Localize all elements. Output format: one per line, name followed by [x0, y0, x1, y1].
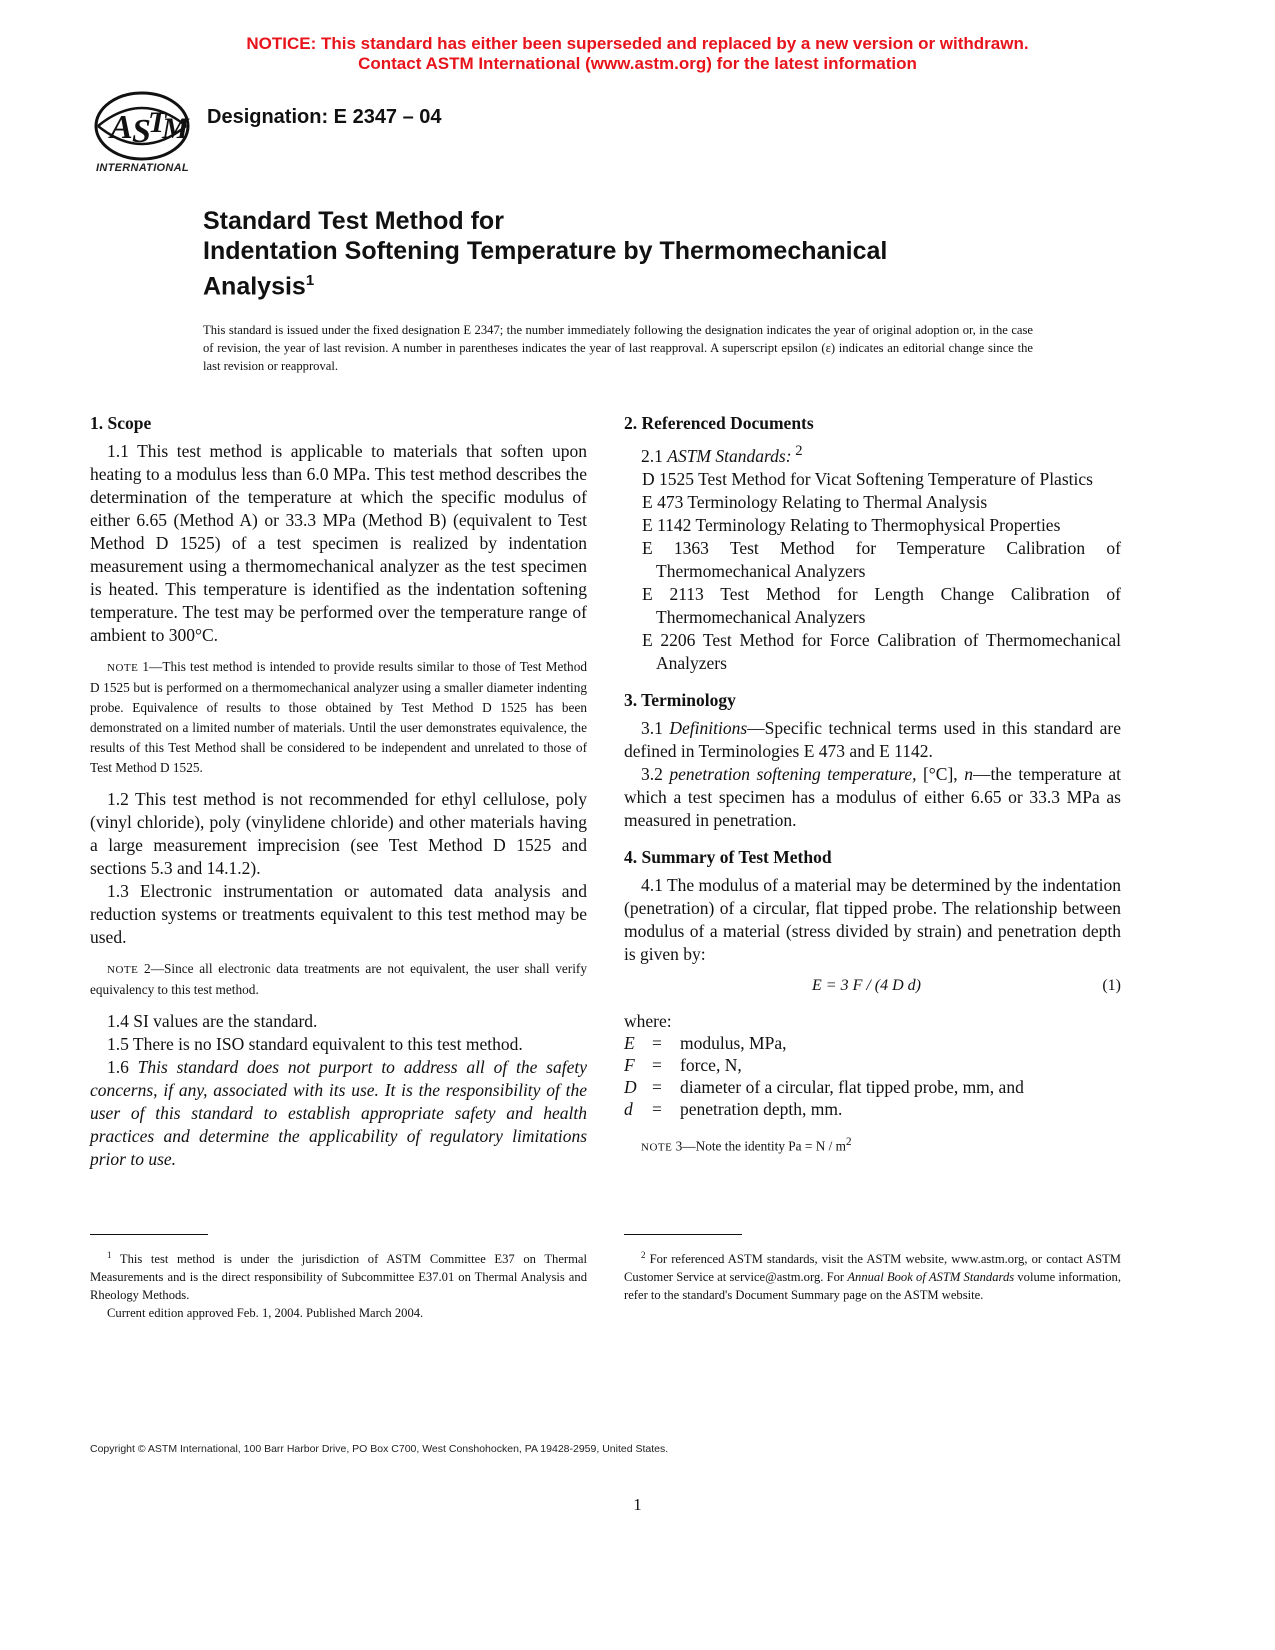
footnote-rule-right — [624, 1234, 742, 1235]
ref-item[interactable]: E 2113 Test Method for Length Change Calibration of Thermomechanical Analyzers — [642, 583, 1121, 627]
notice-line-2: Contact ASTM International (www.astm.org) for the latest information — [358, 54, 917, 73]
equation-1 — [624, 976, 1121, 996]
para-3-2-text: —the temperature at which a test specimen has a modulus of either 6.65 or 33.3 MPa as measured in penetration. — [624, 763, 1122, 830]
definition-text: penetration depth, mm. — [680, 1098, 843, 1119]
refs-sub-num: 2.1 — [641, 445, 668, 466]
para-3-1-term: Definitions — [669, 717, 748, 738]
para-3-2-term: penetration softening temperature, — [669, 763, 917, 784]
footnote-1-text — [90, 1246, 587, 1304]
ref-item[interactable]: E 2206 Test Method for Force Calibration of Thermomechanical Analyzers — [642, 629, 1121, 673]
note-2-text: 2—Since all electronic data treatments are not equivalent, the user shall verify equivalency to this test method. — [90, 961, 587, 997]
refs-sub-footnote-ref[interactable]: 2 — [791, 443, 803, 459]
footnote-1 — [90, 1246, 587, 1322]
para-3-2 — [624, 763, 1121, 832]
footnote-2-body-b: volume information, refer to the standard's Document Summary page on the ASTM website. — [624, 1270, 1121, 1303]
designation: Designation: E 2347 – 04 — [207, 106, 442, 128]
title-line-3 — [203, 266, 1063, 301]
summary-heading: 4. Summary of Test Method — [624, 846, 832, 867]
note-3-label: NOTE — [641, 1141, 673, 1154]
note-1-label: NOTE — [107, 662, 139, 674]
note-2-label: NOTE — [107, 964, 139, 976]
note-1 — [90, 657, 587, 778]
note-1-text: 1—This test method is intended to provide results similar to those of Test Method D 1525 but is performed on a thermomechanical analyzer using a smaller diameter indenting probe. Equivalence of results to those obtained by Test Method D 1525 has been demonstrated on a limited number of materials. Until the user demonstrates equivalence, the results of this Test Method shall be considered to be independent and unrelated to those of Test Method D 1525. — [90, 659, 587, 775]
para-3-1-text: —Specific technical terms used in this standard are defined in Terminologies E 473 and E 1142. — [624, 717, 1121, 761]
equation-text: E = 3 F / (4 D d) — [812, 976, 921, 994]
scope-heading: 1. Scope — [90, 413, 152, 433]
copyright-line: Copyright © ASTM International, 100 Barr Harbor Drive, PO Box C700, West Conshohocken, PA 19428-2959, United States. — [90, 1443, 669, 1455]
footnote-2 — [624, 1246, 1121, 1304]
equation-number: (1) — [1102, 976, 1121, 994]
definition-equals: = — [652, 1098, 662, 1119]
definition-text: modulus, MPa, — [680, 1032, 787, 1053]
footnote-1-marker: 1 — [107, 1250, 112, 1260]
footnote-2-italic: Annual Book of ASTM Standards — [847, 1270, 1015, 1285]
svg-text:M: M — [162, 112, 189, 145]
definition-symbol: F — [624, 1054, 635, 1075]
terminology-heading: 3. Terminology — [624, 689, 736, 710]
ref-item[interactable]: D 1525 Test Method for Vicat Softening Temperature of Plastics — [642, 468, 1093, 489]
title-line-3-text: Analysis — [203, 272, 306, 301]
document-title — [203, 206, 1063, 301]
svg-text:T: T — [148, 106, 167, 139]
left-column — [90, 412, 587, 1171]
note-2 — [90, 959, 587, 1000]
para-3-2-unit: [°C], — [916, 763, 965, 784]
footnote-1-edition: Current edition approved Feb. 1, 2004. Published March 2004. — [107, 1306, 424, 1321]
footnote-2-marker: 2 — [641, 1250, 646, 1260]
para-1-6-num: 1.6 — [107, 1057, 138, 1077]
svg-text:A: A — [110, 109, 133, 146]
where-label: where: — [624, 1010, 672, 1031]
title-footnote-ref[interactable]: 1 — [305, 272, 315, 289]
note-3-text: 3—Note the identity Pa = N / m — [672, 1138, 847, 1154]
footnote-1-body: This test method is under the jurisdiction of ASTM Committee E37 on Thermal Measurements and is the direct responsibility of Subcommittee E37.01 on Thermal Analysis and Rheology Methods. — [90, 1252, 587, 1303]
note-3-sup: 2 — [846, 1135, 852, 1148]
definition-symbol: D — [624, 1076, 637, 1097]
right-column — [624, 412, 1121, 1167]
definition-text: diameter of a circular, flat tipped probe, mm, and — [680, 1076, 1024, 1097]
definition-text: force, N, — [680, 1054, 742, 1075]
definition-row — [624, 1054, 1121, 1076]
definition-row — [624, 1098, 1121, 1120]
page-number: 1 — [633, 1495, 642, 1514]
notice-banner — [0, 34, 1275, 74]
logo-wordmark: INTERNATIONAL — [96, 162, 189, 174]
footnote-2-body-a: For referenced ASTM standards, visit the ASTM website, www.astm.org, or contact ASTM Customer Service at service@astm.org. For — [624, 1252, 1121, 1285]
definition-row — [624, 1032, 1121, 1054]
notice-line-1: NOTICE: This standard has either been superseded and replaced by a new version or withdrawn. — [246, 34, 1029, 53]
ref-item[interactable]: E 1142 Terminology Relating to Thermophysical Properties — [642, 514, 1061, 535]
para-3-1 — [624, 717, 1121, 763]
footnote-rule-left — [90, 1234, 208, 1235]
para-3-2-symbol: n — [964, 763, 973, 784]
para-3-1-num: 3.1 — [641, 717, 670, 738]
astm-standards-subheading — [624, 440, 1121, 468]
referenced-documents-heading: 2. Referenced Documents — [624, 413, 814, 433]
title-line-1: Standard Test Method for — [203, 207, 504, 235]
definition-equals: = — [652, 1032, 662, 1053]
para-1-1: 1.1 This test method is applicable to materials that soften upon heating to a modulus less than 6.0 MPa. This test method describes the determination of the temperature at which the specific modulus of either 6.65 (Method A) or 33.3 MPa (Method B) (equivalent to Test Method D 1525) of a test specimen is realized by indentation measurement using a thermomechanical analyzer as the test specimen is heated. This temperature is identified as the indentation softening temperature. The test may be performed over the temperature range of ambient to 300°C. — [90, 441, 587, 645]
refs-sub-text: ASTM Standards: — [667, 445, 792, 466]
para-1-6 — [90, 1056, 587, 1171]
para-1-6-text: This standard does not purport to address all of the safety concerns, if any, associated with its use. It is the responsibility of the user of this standard to establish appropriate safety and health practices and determine the applicability of regulatory limitations prior to use. — [90, 1057, 587, 1169]
para-1-2: 1.2 This test method is not recommended for ethyl cellulose, poly (vinyl chloride), poly (vinylidene chloride) and other materials having a large measurement imprecision (see Test Method D 1525 and sections 5.3 and 14.1.2). — [90, 789, 587, 878]
para-1-3: 1.3 Electronic instrumentation or automated data analysis and reduction systems or treatments equivalent to this test method may be used. — [90, 881, 587, 947]
definition-equals: = — [652, 1054, 662, 1075]
definition-symbol: d — [624, 1098, 633, 1119]
para-1-4: 1.4 SI values are the standard. — [107, 1011, 318, 1031]
note-3 — [624, 1132, 1121, 1157]
title-line-2: Indentation Softening Temperature by Thermomechanical — [203, 237, 888, 265]
para-4-1: 4.1 The modulus of a material may be determined by the indentation (penetration) of a circular, flat tipped probe. The relationship between modulus of a material (stress divided by strain) and penetration depth is given by: — [624, 874, 1121, 964]
definition-symbol: E — [624, 1032, 635, 1053]
para-3-2-num: 3.2 — [641, 763, 670, 784]
definition-equals: = — [652, 1076, 662, 1097]
para-1-5: 1.5 There is no ISO standard equivalent to this test method. — [107, 1034, 523, 1054]
definition-row — [624, 1076, 1121, 1098]
ref-item[interactable]: E 1363 Test Method for Temperature Calibration of Thermomechanical Analyzers — [642, 537, 1121, 581]
svg-text:S: S — [132, 113, 151, 150]
footnote-2-text — [624, 1246, 1121, 1304]
ref-item[interactable]: E 473 Terminology Relating to Thermal Analysis — [642, 491, 988, 512]
issuance-statement: This standard is issued under the fixed designation E 2347; the number immediately following the designation indicates the year of original adoption or, in the case of revision, the year of last revision. A number in parentheses indicates the year of last reapproval. A superscript epsilon (ε) indicates an editorial change since the last revision or reapproval. — [203, 323, 1033, 373]
